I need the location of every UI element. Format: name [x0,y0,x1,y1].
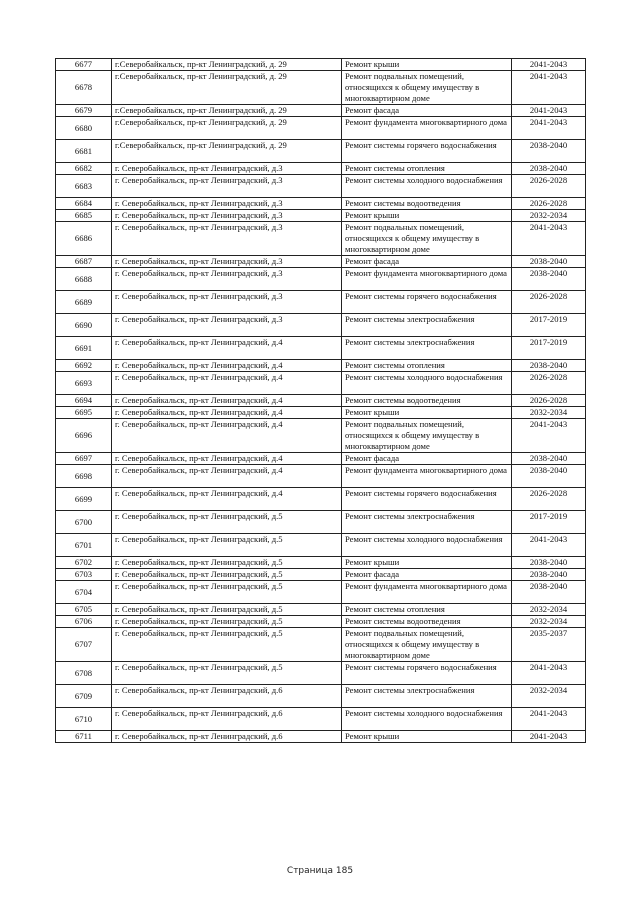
period-cell: 2035-2037 [512,628,586,662]
row-number-cell: 6692 [56,360,112,372]
work-type-cell: Ремонт системы горячего водоснабжения [342,291,512,314]
work-type-cell: Ремонт подвальных помещений, относящихся к общему имуществу в многоквартирном доме [342,222,512,256]
period-cell: 2032-2034 [512,210,586,222]
period-cell: 2017-2019 [512,511,586,534]
work-type-cell: Ремонт системы водоотведения [342,616,512,628]
table-row [56,59,586,71]
row-number-cell: 6682 [56,163,112,175]
work-type-cell: Ремонт крыши [342,59,512,71]
period-cell: 2041-2043 [512,708,586,731]
work-type-cell: Ремонт крыши [342,210,512,222]
address-cell: г. Северобайкальск, пр-кт Ленинградский, д.5 [112,581,342,604]
table-row [56,268,586,291]
row-number-cell: 6711 [56,731,112,743]
period-cell: 2041-2043 [512,731,586,743]
table-row [56,465,586,488]
work-type-cell: Ремонт фундамента многоквартирного дома [342,268,512,291]
work-type-cell: Ремонт фасада [342,569,512,581]
work-type-cell: Ремонт системы водоотведения [342,395,512,407]
row-number-cell: 6685 [56,210,112,222]
address-cell: г. Северобайкальск, пр-кт Ленинградский, д.4 [112,488,342,511]
address-cell: г. Северобайкальск, пр-кт Ленинградский, д.6 [112,731,342,743]
address-cell: г. Северобайкальск, пр-кт Ленинградский, д.5 [112,569,342,581]
table-row [56,395,586,407]
work-type-cell: Ремонт подвальных помещений, относящихся к общему имуществу в многоквартирном доме [342,628,512,662]
address-cell: г. Северобайкальск, пр-кт Ленинградский, д.3 [112,268,342,291]
row-number-cell: 6681 [56,140,112,163]
address-cell: г. Северобайкальск, пр-кт Ленинградский, д.5 [112,604,342,616]
table-row [56,488,586,511]
row-number-cell: 6707 [56,628,112,662]
address-cell: г. Северобайкальск, пр-кт Ленинградский, д.3 [112,291,342,314]
table-row [56,175,586,198]
work-type-cell: Ремонт фасада [342,256,512,268]
period-cell: 2038-2040 [512,465,586,488]
table-body [56,59,586,743]
table-row [56,581,586,604]
work-type-cell: Ремонт фундамента многоквартирного дома [342,465,512,488]
period-cell: 2041-2043 [512,117,586,140]
row-number-cell: 6696 [56,419,112,453]
row-number-cell: 6687 [56,256,112,268]
period-cell: 2038-2040 [512,140,586,163]
work-type-cell: Ремонт фундамента многоквартирного дома [342,581,512,604]
period-cell: 2017-2019 [512,337,586,360]
period-cell: 2038-2040 [512,360,586,372]
period-cell: 2038-2040 [512,256,586,268]
row-number-cell: 6702 [56,557,112,569]
address-cell: г. Северобайкальск, пр-кт Ленинградский, д.5 [112,557,342,569]
period-cell: 2041-2043 [512,105,586,117]
address-cell: г. Северобайкальск, пр-кт Ленинградский, д.5 [112,628,342,662]
address-cell: г. Северобайкальск, пр-кт Ленинградский, д.3 [112,314,342,337]
row-number-cell: 6686 [56,222,112,256]
work-type-cell: Ремонт системы электроснабжения [342,511,512,534]
row-number-cell: 6709 [56,685,112,708]
row-number-cell: 6683 [56,175,112,198]
address-cell: г.Северобайкальск, пр-кт Ленинградский, д. 29 [112,71,342,105]
table-row [56,616,586,628]
period-cell: 2017-2019 [512,314,586,337]
work-type-cell: Ремонт системы холодного водоснабжения [342,372,512,395]
row-number-cell: 6703 [56,569,112,581]
table-row [56,314,586,337]
table-row [56,163,586,175]
work-type-cell: Ремонт системы электроснабжения [342,337,512,360]
address-cell: г. Северобайкальск, пр-кт Ленинградский, д.4 [112,372,342,395]
address-cell: г. Северобайкальск, пр-кт Ленинградский, д.4 [112,360,342,372]
address-cell: г. Северобайкальск, пр-кт Ленинградский, д.5 [112,511,342,534]
period-cell: 2026-2028 [512,175,586,198]
table-row [56,569,586,581]
period-cell: 2041-2043 [512,59,586,71]
work-type-cell: Ремонт системы горячего водоснабжения [342,140,512,163]
period-cell: 2038-2040 [512,569,586,581]
table-row [56,105,586,117]
period-cell: 2026-2028 [512,395,586,407]
address-cell: г. Северобайкальск, пр-кт Ленинградский, д.3 [112,210,342,222]
work-type-cell: Ремонт фундамента многоквартирного дома [342,117,512,140]
period-cell: 2026-2028 [512,372,586,395]
work-type-cell: Ремонт системы горячего водоснабжения [342,488,512,511]
address-cell: г.Северобайкальск, пр-кт Ленинградский, д. 29 [112,140,342,163]
row-number-cell: 6695 [56,407,112,419]
period-cell: 2026-2028 [512,291,586,314]
period-cell: 2038-2040 [512,453,586,465]
work-type-cell: Ремонт системы отопления [342,163,512,175]
period-cell: 2038-2040 [512,581,586,604]
address-cell: г. Северобайкальск, пр-кт Ленинградский, д.4 [112,419,342,453]
table-row [56,372,586,395]
table-row [56,628,586,662]
address-cell: г.Северобайкальск, пр-кт Ленинградский, д. 29 [112,117,342,140]
work-type-cell: Ремонт фасада [342,453,512,465]
work-type-cell: Ремонт крыши [342,731,512,743]
row-number-cell: 6697 [56,453,112,465]
work-type-cell: Ремонт системы отопления [342,360,512,372]
row-number-cell: 6688 [56,268,112,291]
table-row [56,198,586,210]
address-cell: г. Северобайкальск, пр-кт Ленинградский, д.5 [112,534,342,557]
work-type-cell: Ремонт системы холодного водоснабжения [342,175,512,198]
row-number-cell: 6689 [56,291,112,314]
table-row [56,685,586,708]
table-row [56,222,586,256]
work-type-cell: Ремонт системы электроснабжения [342,685,512,708]
row-number-cell: 6699 [56,488,112,511]
work-type-cell: Ремонт подвальных помещений, относящихся к общему имуществу в многоквартирном доме [342,71,512,105]
period-cell: 2041-2043 [512,662,586,685]
period-cell: 2026-2028 [512,488,586,511]
period-cell: 2038-2040 [512,557,586,569]
row-number-cell: 6700 [56,511,112,534]
row-number-cell: 6710 [56,708,112,731]
period-cell: 2032-2034 [512,407,586,419]
row-number-cell: 6677 [56,59,112,71]
table-row [56,662,586,685]
document-page [55,58,586,743]
address-cell: г. Северобайкальск, пр-кт Ленинградский, д.6 [112,685,342,708]
table-row [56,604,586,616]
address-cell: г. Северобайкальск, пр-кт Ленинградский, д.6 [112,708,342,731]
address-cell: г. Северобайкальск, пр-кт Ленинградский, д.3 [112,222,342,256]
work-type-cell: Ремонт крыши [342,557,512,569]
table-row [56,419,586,453]
table-row [56,557,586,569]
period-cell: 2026-2028 [512,198,586,210]
table-row [56,407,586,419]
table-row [56,71,586,105]
row-number-cell: 6701 [56,534,112,557]
work-type-cell: Ремонт системы водоотведения [342,198,512,210]
address-cell: г. Северобайкальск, пр-кт Ленинградский, д.3 [112,256,342,268]
row-number-cell: 6704 [56,581,112,604]
address-cell: г.Северобайкальск, пр-кт Ленинградский, д. 29 [112,105,342,117]
page-number: Страница 185 [286,866,354,876]
period-cell: 2032-2034 [512,604,586,616]
address-cell: г. Северобайкальск, пр-кт Ленинградский, д.3 [112,163,342,175]
table-row [56,360,586,372]
work-type-cell: Ремонт системы отопления [342,604,512,616]
table-row [56,337,586,360]
row-number-cell: 6679 [56,105,112,117]
table-row [56,453,586,465]
address-cell: г. Северобайкальск, пр-кт Ленинградский, д.5 [112,662,342,685]
period-cell: 2041-2043 [512,534,586,557]
period-cell: 2041-2043 [512,222,586,256]
row-number-cell: 6698 [56,465,112,488]
row-number-cell: 6684 [56,198,112,210]
period-cell: 2038-2040 [512,268,586,291]
row-number-cell: 6708 [56,662,112,685]
table-row [56,291,586,314]
table-row [56,256,586,268]
period-cell: 2041-2043 [512,71,586,105]
row-number-cell: 6678 [56,71,112,105]
work-type-cell: Ремонт системы холодного водоснабжения [342,708,512,731]
period-cell: 2032-2034 [512,616,586,628]
row-number-cell: 6693 [56,372,112,395]
address-cell: г. Северобайкальск, пр-кт Ленинградский, д.3 [112,175,342,198]
repair-schedule-table [55,58,586,743]
address-cell: г. Северобайкальск, пр-кт Ленинградский, д.3 [112,198,342,210]
work-type-cell: Ремонт фасада [342,105,512,117]
work-type-cell: Ремонт крыши [342,407,512,419]
table-row [56,731,586,743]
work-type-cell: Ремонт системы холодного водоснабжения [342,534,512,557]
period-cell: 2032-2034 [512,685,586,708]
address-cell: г. Северобайкальск, пр-кт Ленинградский, д.4 [112,407,342,419]
table-row [56,511,586,534]
address-cell: г. Северобайкальск, пр-кт Ленинградский, д.4 [112,337,342,360]
address-cell: г. Северобайкальск, пр-кт Ленинградский, д.4 [112,453,342,465]
table-row [56,708,586,731]
row-number-cell: 6690 [56,314,112,337]
address-cell: г. Северобайкальск, пр-кт Ленинградский, д.4 [112,465,342,488]
table-row [56,140,586,163]
address-cell: г. Северобайкальск, пр-кт Ленинградский, д.5 [112,616,342,628]
address-cell: г. Северобайкальск, пр-кт Ленинградский, д.4 [112,395,342,407]
table-row [56,210,586,222]
row-number-cell: 6694 [56,395,112,407]
row-number-cell: 6706 [56,616,112,628]
period-cell: 2041-2043 [512,419,586,453]
table-row [56,117,586,140]
work-type-cell: Ремонт подвальных помещений, относящихся к общему имуществу в многоквартирном доме [342,419,512,453]
row-number-cell: 6680 [56,117,112,140]
work-type-cell: Ремонт системы горячего водоснабжения [342,662,512,685]
period-cell: 2038-2040 [512,163,586,175]
work-type-cell: Ремонт системы электроснабжения [342,314,512,337]
address-cell: г.Северобайкальск, пр-кт Ленинградский, д. 29 [112,59,342,71]
row-number-cell: 6705 [56,604,112,616]
table-row [56,534,586,557]
row-number-cell: 6691 [56,337,112,360]
